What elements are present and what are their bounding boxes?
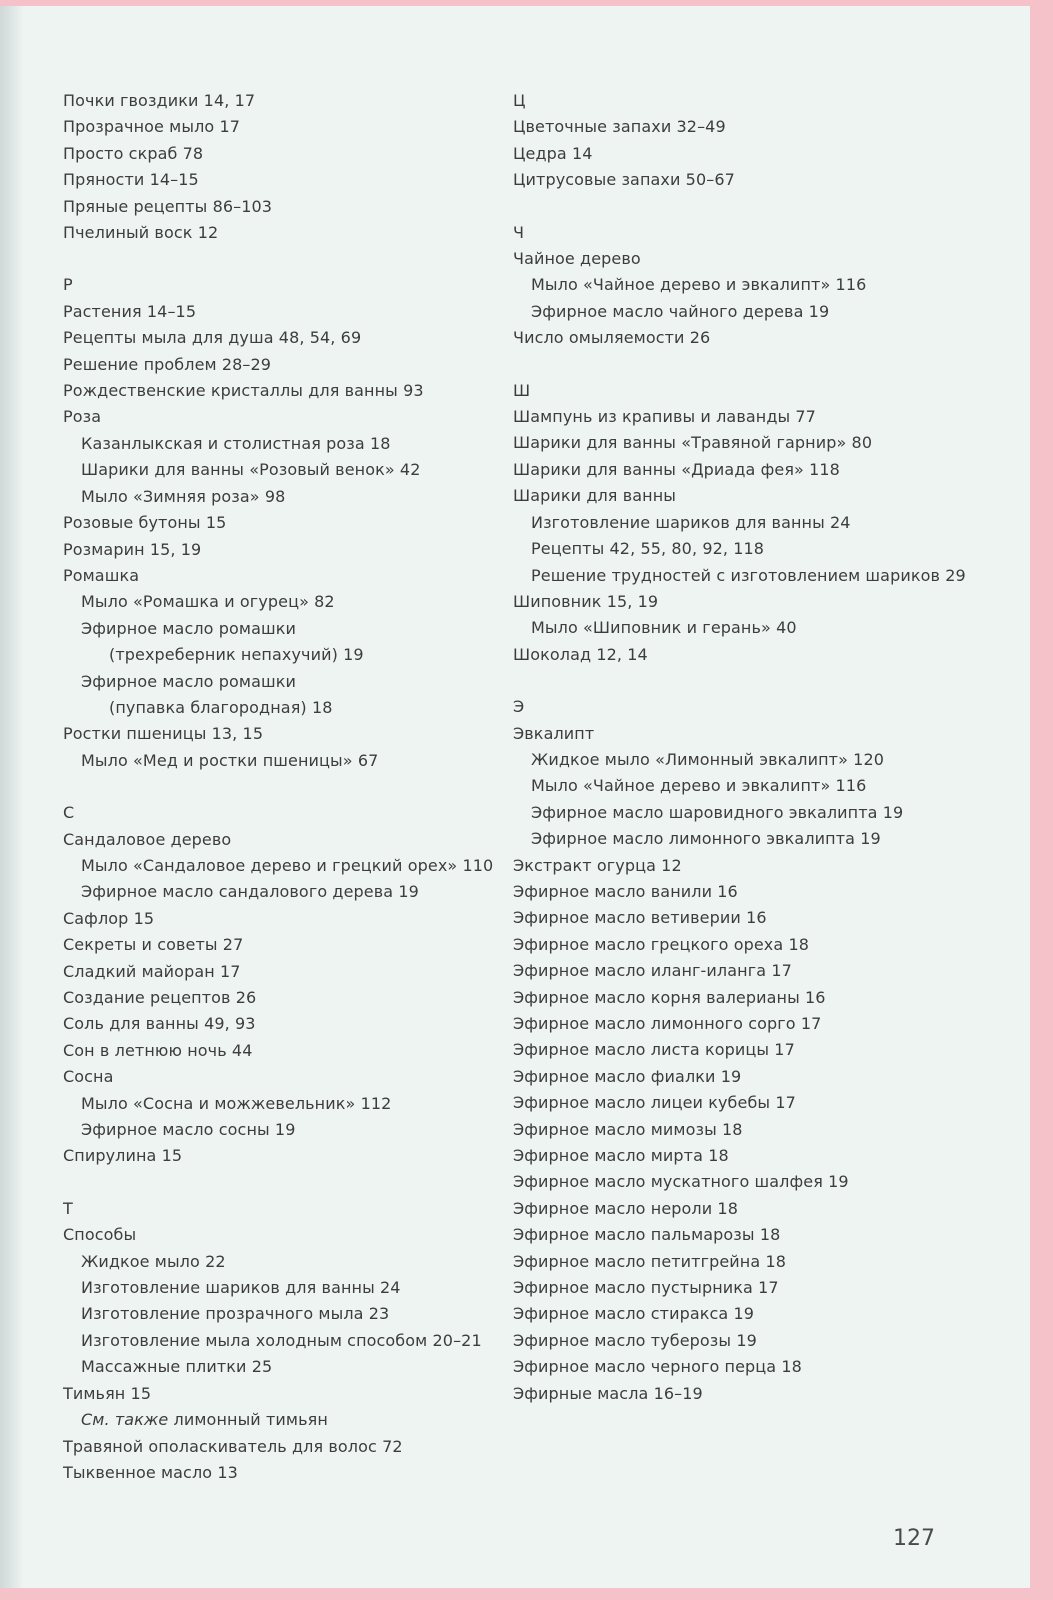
index-section-letter: Ц — [513, 91, 526, 110]
index-subentry: Жидкое мыло 22 — [81, 1251, 226, 1271]
index-entry: Цедра 14 — [513, 143, 593, 163]
index-entry: Розмарин 15, 19 — [63, 539, 202, 559]
index-subentry: Эфирное масло сандалового дерева 19 — [81, 882, 419, 902]
index-subentry: Мыло «Сандаловое дерево и грецкий орех» 110 — [81, 855, 494, 875]
see-also-label: См. также — [81, 1410, 169, 1430]
index-entry: Эфирное масло мимозы 18 — [513, 1119, 743, 1139]
index-subentry: Массажные плитки 25 — [81, 1357, 273, 1377]
index-subentry: Изготовление мыла холодным способом 20–21 — [81, 1330, 482, 1350]
index-entry: Соль для ванны 49, 93 — [63, 1014, 256, 1034]
index-entry: Сон в летнюю ночь 44 — [63, 1040, 253, 1060]
index-entry: Шарики для ванны — [513, 486, 677, 506]
index-entry: Цветочные запахи 32–49 — [513, 117, 726, 137]
index-entry: Эфирное масло ванили 16 — [513, 881, 738, 901]
index-entry: Шарики для ванны «Дриада фея» 118 — [513, 459, 840, 479]
index-entry: Эфирное масло ветиверии 16 — [513, 908, 767, 928]
see-also-target: лимонный тимьян — [168, 1410, 328, 1430]
index-subentry: (пупавка благородная) 18 — [109, 697, 333, 717]
index-entry: Тыквенное масло 13 — [63, 1462, 238, 1482]
index-entry: Эфирное масло лицеи кубебы 17 — [513, 1093, 796, 1113]
index-subentry: Жидкое мыло «Лимонный эвкалипт» 120 — [531, 749, 884, 769]
index-entry: Эфирное масло черного перца 18 — [513, 1357, 802, 1377]
index-entry: Эфирное масло пустырника 17 — [513, 1278, 779, 1298]
index-entry: Рождественские кристаллы для ванны 93 — [63, 381, 424, 401]
index-subentry: Мыло «Зимняя роза» 98 — [81, 486, 286, 506]
index-entry: Чайное дерево — [513, 249, 641, 269]
index-entry: Секреты и советы 27 — [63, 935, 244, 955]
index-entry: Розовые бутоны 15 — [63, 513, 227, 533]
index-entry: Сафлор 15 — [63, 908, 155, 928]
index-entry: Эфирное масло лимонного сорго 17 — [513, 1014, 822, 1033]
index-entry: Создание рецептов 26 — [63, 988, 257, 1007]
index-entry: Пряные рецепты 86–103 — [63, 196, 273, 216]
index-entry: Эфирное масло нероли 18 — [513, 1198, 738, 1218]
index-entry: Травяной ополаскиватель для волос 72 — [63, 1436, 403, 1456]
index-entry: Эфирное масло мускатного шалфея 19 — [513, 1172, 849, 1192]
book-page — [0, 6, 1030, 1588]
index-subentry: Мыло «Шиповник и герань» 40 — [531, 618, 797, 638]
index-entry: Шампунь из крапивы и лаванды 77 — [513, 407, 816, 427]
index-entry: Шарики для ванны «Травяной гарнир» 80 — [513, 433, 873, 453]
index-section-letter: Ч — [513, 222, 524, 242]
index-entry: Эфирное масло мирта 18 — [513, 1146, 729, 1166]
index-subentry: Эфирное масло чайного дерева 19 — [531, 301, 830, 321]
index-section-letter: С — [63, 803, 75, 823]
index-entry: Эфирное масло корня валерианы 16 — [513, 987, 826, 1007]
index-entry: Пряности 14–15 — [63, 170, 199, 190]
index-subentry: Эфирное масло шаровидного эвкалипта 19 — [531, 802, 904, 822]
index-entry: Роза — [63, 407, 102, 427]
index-entry: Эфирное масло пальмарозы 18 — [513, 1225, 781, 1245]
index-subentry: Рецепты 42, 55, 80, 92, 118 — [531, 539, 765, 559]
index-subentry: Казанлыкская и столистная роза 18 — [81, 433, 391, 453]
index-subentry: Решение трудностей с изготовлением шариков 29 — [531, 565, 966, 585]
index-subentry: Изготовление шариков для ванны 24 — [81, 1278, 401, 1298]
index-entry: Почки гвоздики 14, 17 — [63, 91, 256, 110]
index-entry: Просто скраб 78 — [63, 143, 204, 163]
index-entry: Сосна — [63, 1067, 114, 1087]
index-entry: Растения 14–15 — [63, 301, 197, 321]
index-subentry: Эфирное масло сосны 19 — [81, 1120, 296, 1140]
index-subentry: Мыло «Чайное дерево и эвкалипт» 116 — [531, 275, 867, 295]
index-entry: Тимьян 15 — [63, 1383, 152, 1403]
page-binding-shadow — [0, 6, 24, 1588]
index-entry: Эфирное масло грецкого ореха 18 — [513, 934, 809, 954]
index-entry: Число омыляемости 26 — [513, 328, 711, 348]
index-subentry: Шарики для ванны «Розовый венок» 42 — [81, 460, 421, 480]
index-entry: Сандаловое дерево — [63, 829, 232, 849]
index-subentry: Мыло «Ромашка и огурец» 82 — [81, 592, 335, 612]
index-entry: Эфирное масло петитгрейна 18 — [513, 1251, 787, 1271]
index-subentry: Эфирное масло ромашки — [81, 618, 296, 638]
index-entry: Шоколад 12, 14 — [513, 644, 648, 664]
index-entry: Пчелиный воск 12 — [63, 223, 219, 243]
index-entry: Спирулина 15 — [63, 1146, 183, 1166]
index-subentry: (трехреберник непахучий) 19 — [109, 645, 364, 665]
index-entry: Решение проблем 28–29 — [63, 354, 272, 374]
index-entry: Эфирное масло листа корицы 17 — [513, 1040, 795, 1060]
index-section-letter: Т — [63, 1198, 73, 1218]
index-entry: Шиповник 15, 19 — [513, 591, 659, 611]
index-entry: Ромашка — [63, 565, 140, 585]
index-entry: Сладкий майоран 17 — [63, 961, 241, 981]
index-column-left — [63, 88, 493, 1486]
index-subentry: Эфирное масло ромашки — [81, 671, 296, 691]
index-subentry: Мыло «Чайное дерево и эвкалипт» 116 — [531, 776, 867, 796]
index-section-letter: Р — [63, 275, 73, 295]
index-entry: Эфирное масло иланг-иланга 17 — [513, 961, 792, 981]
index-entry: Эфирные масла 16–19 — [513, 1383, 703, 1403]
index-subentry: Мыло «Сосна и можжевельник» 112 — [81, 1093, 392, 1113]
index-entry: Эфирное масло туберозы 19 — [513, 1330, 757, 1350]
index-entry: Рецепты мыла для душа 48, 54, 69 — [63, 328, 362, 348]
index-subentry: Мыло «Мед и ростки пшеницы» 67 — [81, 750, 379, 770]
index-subentry: Изготовление прозрачного мыла 23 — [81, 1304, 390, 1324]
index-column-right — [513, 88, 1013, 1407]
index-section-letter: Э — [513, 697, 525, 717]
index-entry: Эвкалипт — [513, 723, 595, 743]
index-entry: Экстракт огурца 12 — [513, 855, 682, 875]
index-subentry: Изготовление шариков для ванны 24 — [531, 512, 851, 532]
index-entry: Прозрачное мыло 17 — [63, 117, 241, 137]
index-entry: Эфирное масло фиалки 19 — [513, 1066, 742, 1086]
index-subentry: Эфирное масло лимонного эвкалипта 19 — [531, 829, 881, 849]
index-see-also — [63, 1407, 493, 1433]
index-entry: Цитрусовые запахи 50–67 — [513, 170, 735, 190]
page-number: 127 — [893, 1526, 935, 1551]
index-section-letter: Ш — [513, 380, 531, 400]
index-entry: Эфирное масло стиракса 19 — [513, 1304, 755, 1324]
index-entry: Способы — [63, 1225, 137, 1245]
index-entry: Ростки пшеницы 13, 15 — [63, 724, 264, 744]
